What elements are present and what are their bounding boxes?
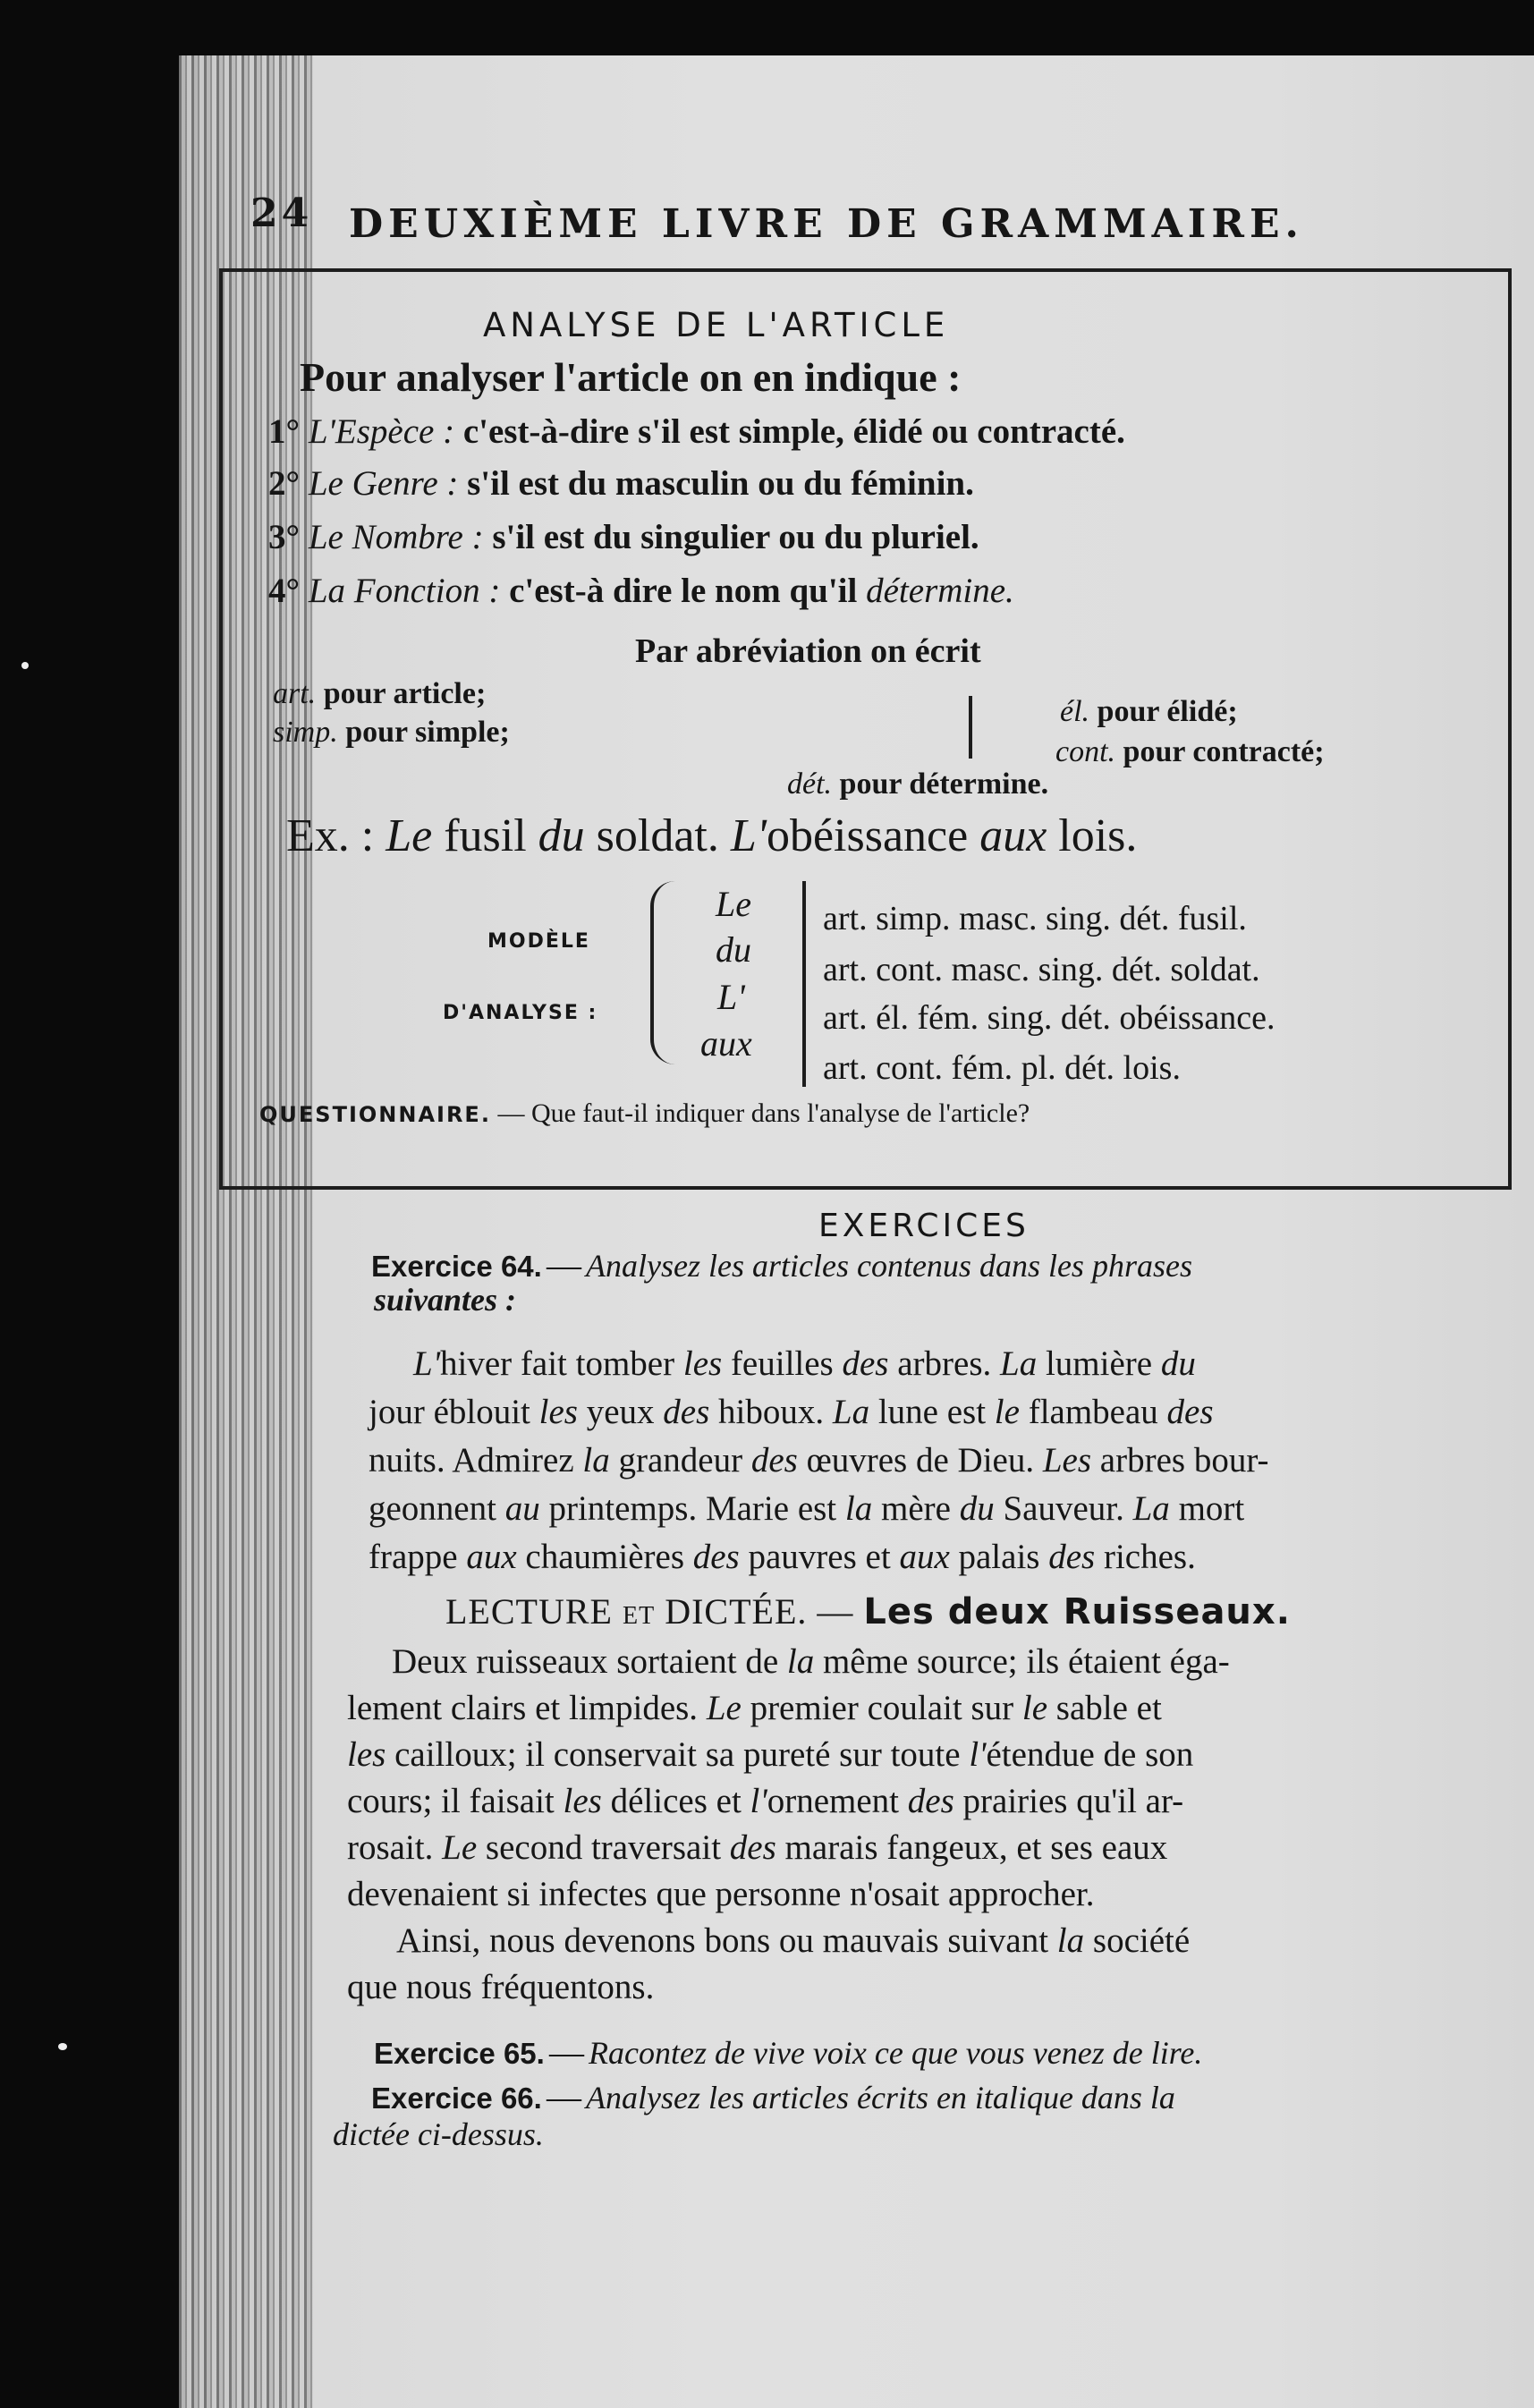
analysis-line-l: art. él. fém. sing. dét. obéissance.	[823, 999, 1276, 1037]
abbr-simple: simp. pour simple;	[273, 716, 510, 749]
abbreviation-title: Par abréviation on écrit	[635, 632, 981, 670]
exercise-64-heading-cont: suivantes :	[374, 1282, 517, 1318]
analysis-word-du: du	[716, 929, 751, 970]
exercise-64-line: frappe aux chaumières des pauvres et aux palais des riches.	[369, 1538, 1196, 1576]
analysis-line-du: art. cont. masc. sing. dét. soldat.	[823, 951, 1260, 988]
running-title: DEUXIÈME LIVRE DE GRAMMAIRE.	[349, 201, 1304, 247]
exercise-64-line: jour éblouit les yeux des hiboux. La lune est le flambeau des	[369, 1393, 1214, 1431]
analysis-word-le: Le	[716, 884, 751, 924]
scan-speck	[58, 2043, 67, 2050]
exercise-64-line: nuits. Admirez la grandeur des œuvres de Dieu. Les arbres bour-	[369, 1441, 1269, 1480]
lecture-line: que nous fréquentons.	[347, 1968, 655, 2006]
analysis-word-aux: aux	[700, 1023, 752, 1064]
rule-2: 2° Le Genre : s'il est du masculin ou du féminin.	[268, 464, 974, 503]
questionnaire: QUESTIONNAIRE. — Que faut-il indiquer dans l'analyse de l'article?	[259, 1098, 1030, 1128]
analysis-line-le: art. simp. masc. sing. dét. fusil.	[823, 900, 1247, 937]
abbreviation-divider	[969, 696, 972, 759]
analysis-word-l: L'	[717, 977, 745, 1017]
exercise-66-cont: dictée ci-dessus.	[333, 2116, 544, 2152]
analysis-line-aux: art. cont. fém. pl. dét. lois.	[823, 1049, 1181, 1087]
lecture-line: devenaient si infectes que personne n'osait approcher.	[347, 1875, 1095, 1913]
lecture-line: les cailloux; il conservait sa pureté sur toute l'étendue de son	[347, 1735, 1194, 1774]
analysis-label: D'ANALYSE :	[443, 1002, 598, 1024]
abbr-article: art. pour article;	[273, 677, 487, 710]
model-brace	[650, 881, 675, 1064]
abbr-contracte: cont. pour contracté;	[1055, 735, 1325, 768]
scan-speck	[21, 662, 29, 669]
exercices-title: EXERCICES	[818, 1208, 1030, 1244]
rule-1: 1° L'Espèce : c'est-à-dire s'il est simple, élidé ou contracté.	[268, 412, 1125, 451]
model-label: MODÈLE	[487, 930, 590, 953]
rule-4: 4° La Fonction : c'est-à dire le nom qu'il détermine.	[268, 572, 1014, 610]
rule-intro: Pour analyser l'article on en indique :	[300, 354, 962, 400]
analysis-divider	[802, 881, 806, 1087]
abbr-determine: dét. pour détermine.	[787, 767, 1049, 801]
lecture-line: lement clairs et limpides. Le premier coulait sur le sable et	[347, 1689, 1162, 1727]
rule-3: 3° Le Nombre : s'il est du singulier ou du pluriel.	[268, 518, 979, 556]
lecture-line: Ainsi, nous devenons bons ou mauvais suivant la société	[396, 1921, 1191, 1960]
lecture-title: LECTURE ET DICTÉE. — Les deux Ruisseaux.	[445, 1591, 1291, 1632]
exercise-64-line: geonnent au printemps. Marie est la mère du Sauveur. La mort	[369, 1489, 1245, 1528]
exercise-66: Exercice 66. — Analysez les articles écrits en italique dans la	[371, 2078, 1175, 2116]
abbr-elide: él. pour élidé;	[1060, 695, 1238, 728]
exercise-64-line: L'hiver fait tomber les feuilles des arbres. La lumière du	[413, 1344, 1196, 1383]
rule-box-title: ANALYSE DE L'ARTICLE	[483, 306, 950, 344]
page-number: 24	[250, 191, 313, 236]
lecture-line: rosait. Le second traversait des marais fangeux, et ses eaux	[347, 1828, 1168, 1867]
example-sentence: Ex. : Le fusil du soldat. L'obéissance aux lois.	[286, 810, 1138, 861]
lecture-line: cours; il faisait les délices et l'ornement des prairies qu'il ar-	[347, 1782, 1184, 1820]
exercise-65: Exercice 65. — Racontez de vive voix ce que vous venez de lire.	[374, 2033, 1203, 2072]
lecture-line: Deux ruisseaux sortaient de la même source; ils étaient éga-	[392, 1642, 1230, 1681]
exercise-64-heading: Exercice 64. — Analysez les articles contenus dans les phrases	[371, 1246, 1192, 1285]
